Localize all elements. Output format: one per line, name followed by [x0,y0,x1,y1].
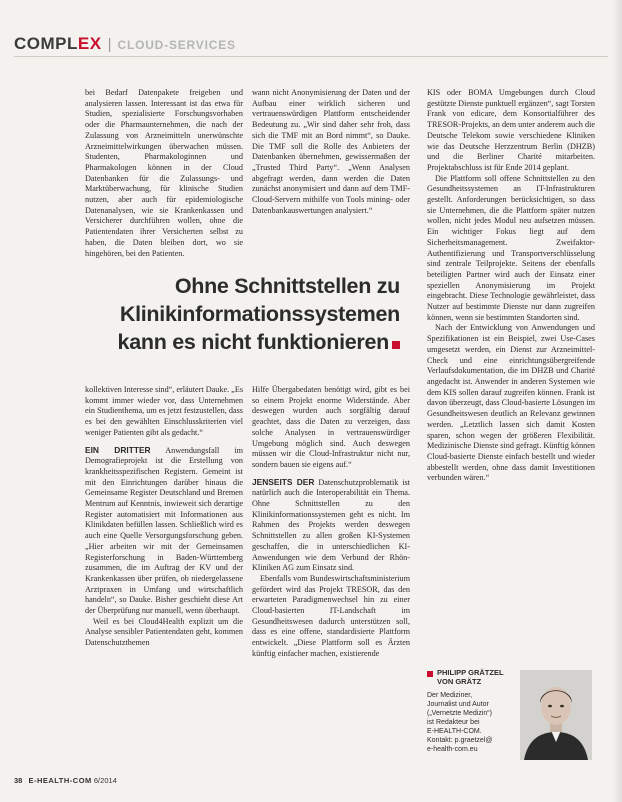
paragraph: Weil es bei Cloud4Health explizit um die Analyse sensibler Patientendaten geht, kommen Datenschutzthemen [85,616,243,648]
issue-number: 6/2014 [93,776,117,785]
paragraph: kollektiven Interesse sind“, erläutert Dauke. „Es kommt immer wieder vor, dass Unternehmen ein Studienthema, um es jetzt festzustellen, dass es bei den gewählten Einschlusskriterien viel weniger Patienten gibt als gedacht.“ [85,385,244,437]
section-separator: | [107,36,112,53]
column-2-bottom [252,385,410,660]
section-title-accent: EX [77,34,102,53]
paragraph: Die Plattform soll offene Schnittstellen zu den Gesundheitssystemen an IT-Infrastrukturen gestellt. Anforderungen berücksichtigen, so dass sie Unternehmen, die die Plattform später nutzen wollen, nicht jedes Modul neu aufsetzen müssen. Ein wichtiger Fokus liegt auf dem Sicherheitsmanagement. Zweifaktor-Authentifizierung und Transportverschlüsselung sind zentrale Teilprojekte. Seitens der ebenfalls beteiligten Partner wird auch der Einsatz einer speziellen Anonymisierung im Projekt eingebracht. Diese Technologie gewährleistet, dass Nutzer auf bestimmte Dienste nur dann zugreifen können, wenn sie bestimmten Standorten sind. [427,173,595,322]
author-square-icon [427,671,433,677]
column-3 [427,88,595,484]
paragraph: Hilfe Übergabedaten benötigt wird, gibt es bei so einem Projekt enorme Widerstände. Aber deswegen wurden auch sorgfältig darauf geachtet, dass die Daten zu verzeigen, dass solche Analysen in vertrauenswürdiger Umgebung möglich sind. Auch deswegen müssen wir die Cloud-Infrastruktur nicht nur, sondern bauen sie eigens auf.“ [252,385,410,469]
column-1-top [85,88,243,259]
pull-quote-line-last [60,328,400,356]
author-bio-line: Der Mediziner, [427,692,473,699]
paragraph: wann nicht Anonymisierung der Daten und der Aufbau einer wirklich sicheren und vertrauenswürdigen Plattform entscheidender Bedeutung zu. „Wir sind daher sehr froh, dass sich die TMF mit an Bord nimmt“, so Dauke. Die TMF soll die Rolle des Anbieters der Datenbanken übernehmen, gewissermaßen der „Trusted Third Party“. „Wenn Analysen abgefragt werden, dann werden die Daten zunächst anonymisiert und dann auf dem TMF-Cloud-Servern mithilfe von Tools mining- oder Datenbankauswertungen analysiert.“ [252,88,410,215]
paragraph-lead [85,445,243,617]
paragraph: Nach der Entwicklung von Anwendungen und Spezifikationen ist ein Beispiel, zwei Use-Cases umgesetzt werden, ein Dienst zur Arzneimittel-Check und eine einrichtungsübergreifende Verlaufsdokumentation, die im DHZB und Charité angedacht ist. Anwender in anderen Systemen wie dem KIS sollen darauf zugreifen können. Frank ist davon überzeugt, dass Cloud-basierte Lösungen im Gesundheitswesen deutlich an Relevanz gewinnen werden. „Letztlich lassen sich damit Kosten sparen, schon wegen der größeren Flexibilität. Medizinische Dienste sind gefragt. Künftig können Cloud-basierte Dienste einfach bestellt und wieder abbestellt werden, ohne dass damit Investitionen verbunden wären.“ [427,323,595,483]
end-square-icon [392,341,400,349]
author-name [437,668,517,686]
section-subtitle: CLOUD-SERVICES [117,38,236,52]
paragraph: KIS oder BOMA Umgebungen durch Cloud gestützte Dienste punktuell ergänzen“, sagt Torsten Frank von edicare, dem Konsortialführer des TRESOR-Projekts, an dem unter anderem auch die Deutsche Telekom sowie verschiedene Kliniken wie das Deutsche Herzzentrum Berlin (DHZB) und die Berliner Charité mitarbeiten. Projektabschluss ist für Ende 2014 geplant. [427,88,595,172]
paragraph: Ebenfalls vom Bundeswirtschaftsministerium gefördert wird das Projekt TRESOR, das den erwarteten Paradigmenwechsel hin zu einer Cloud-basierten IT-Landschaft im Gesundheitswesen dadurch unterstützen soll, dass es eine offene, standardisierte Plattform entwickelt. „Diese Plattform soll es Ärzten künftig einfacher machen, existierende [252,573,410,658]
author-photo [520,670,592,760]
column-2-top [252,88,410,216]
paragraph-lead [252,477,410,574]
author-bio-line: E-HEALTH-COM. [427,728,482,735]
page-edge-shadow [612,0,622,802]
lead-in: EIN DRITTER [85,444,151,455]
author-bio-line: („Vernetzte Medizin“) [427,710,492,717]
author-bio-line: Kontakt: p.graetzel@ [427,737,493,744]
page-number: 38 [14,776,23,785]
section-title-main: COMPL [14,34,78,53]
paragraph-text: Anwendungsfall im Demografieprojekt ist die Erstellung von krankheitsspezifischen Registern. Gemeint ist mit den Einrichtungen darüber hinaus die Gemeinsame Register Deutschland und Bremen Mentrum auf Kenntnis, inwieweit sich derartige Register automatisiert mit Informationen aus Klinikdaten befüllen lassen. Schließlich wird es auch eine Quelle Versorgungsforschung geben. „Hier arbeiten wir mit der Gemeinsamen Registerforschung in Baden-Württemberg zusammen, die im Auftrag der KV und der Krankenkassen über prüfen, ob niedergelassene Arztpraxen in Umfang und wirtschaftlich handeln“, so Dauke. Bisher geschieht diese Art der Überprüfung nur manuell, wenn überhaupt. [85,445,243,616]
author-bio-line: e-health-com.eu [427,746,478,753]
pull-quote-line: Ohne Schnittstellen zu [174,274,400,298]
header-rule [14,56,608,57]
column-1-bottom [85,385,243,649]
lead-in: JENSEITS DER [252,476,315,487]
paragraph: bei Bedarf Datenpakete freigeben und analysieren lassen. Interessant ist das etwa für Studien, spezialisierte Forschungsvorhaben oder die Pharmaunternehmen, die nach der Zulassung von Arzneimitteln unerwünschte Arzneimittelwirkungen überwachen müssen. Studenten, Pharmakologinnen und Pharmakologen können in der Cloud Datenbanken für die Zulassungs- und Marktüberwachung, für klinische Studien nutzen, aber auch für epidemiologische Datenanalysen, wie sie Krankenkassen und Versicherer durchführen wollen, ohne die Patientendaten ihrer Versicherten selbst zu haben, die Daten bleiben dort, wo sie hingehören, bei den Patienten. [85,88,243,258]
author-name-line: VON GRÄTZ [437,677,482,686]
author-name-line: PHILIPP GRÄTZEL [437,668,504,677]
page-footer [14,776,117,785]
author-bio [427,691,515,754]
author-bio-line: ist Redakteur bei [427,719,480,726]
pull-quote-line: kann es nicht funktionieren [117,330,389,354]
author-box [427,668,597,763]
pull-quote-line: Klinikinformationssystemen [119,302,400,326]
magazine-name: E-HEALTH-COM [28,776,92,785]
pull-quote [60,272,400,356]
author-bio-line: Journalist und Autor [427,701,489,708]
paragraph-text: Datenschutzproblematik ist natürlich auch die Interoperabilität ein Thema. Ohne Schnittstellen zu den Klinikinformationssystemen geht es nicht. Im Rahmen des Projekts werden deswegen Schnittstellen zu allen großen KI-Systemen geschaffen, die in unterschiedlichen KI-Anwendungen wie dem Verbund der Rhön-Kliniken AG zum Einsatz sind. [252,477,410,573]
section-header [14,34,236,54]
author-portrait-icon [520,670,592,760]
